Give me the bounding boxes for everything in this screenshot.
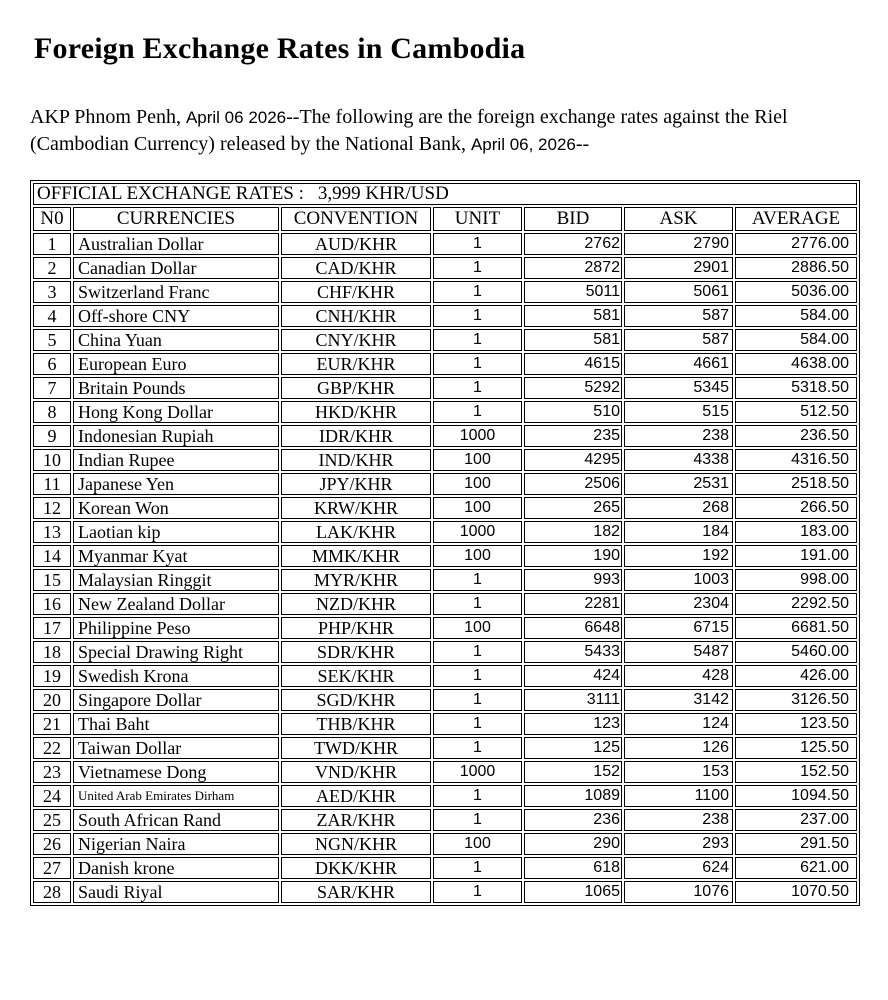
cell-unit: 1 xyxy=(433,233,522,255)
cell-average: 237.00 xyxy=(735,809,857,831)
cell-convention: SGD/KHR xyxy=(281,689,431,711)
cell-bid: 152 xyxy=(524,761,622,783)
cell-convention: PHP/KHR xyxy=(281,617,431,639)
cell-convention: DKK/KHR xyxy=(281,857,431,879)
table-row xyxy=(33,761,857,783)
intro-suffix: -- xyxy=(575,133,590,155)
cell-convention: AUD/KHR xyxy=(281,233,431,255)
official-rate-label: OFFICIAL EXCHANGE RATES : xyxy=(37,183,304,204)
cell-currency: Malaysian Ringgit xyxy=(73,569,279,591)
cell-convention: VND/KHR xyxy=(281,761,431,783)
official-rate-value: 3,999 KHR/USD xyxy=(317,183,449,204)
cell-currency: Nigerian Naira xyxy=(73,833,279,855)
cell-bid: 182 xyxy=(524,521,622,543)
cell-convention: EUR/KHR xyxy=(281,353,431,375)
cell-bid: 2281 xyxy=(524,593,622,615)
cell-no: 4 xyxy=(33,305,71,327)
cell-no: 3 xyxy=(33,281,71,303)
cell-no: 24 xyxy=(33,785,71,807)
table-row xyxy=(33,233,857,255)
cell-average: 2518.50 xyxy=(735,473,857,495)
cell-average: 236.50 xyxy=(735,425,857,447)
cell-no: 26 xyxy=(33,833,71,855)
cell-bid: 235 xyxy=(524,425,622,447)
cell-bid: 5292 xyxy=(524,377,622,399)
cell-currency: Off-shore CNY xyxy=(73,305,279,327)
cell-average: 3126.50 xyxy=(735,689,857,711)
cell-average: 5036.00 xyxy=(735,281,857,303)
table-row xyxy=(33,521,857,543)
cell-ask: 293 xyxy=(624,833,733,855)
cell-ask: 587 xyxy=(624,329,733,351)
cell-currency: Myanmar Kyat xyxy=(73,545,279,567)
cell-average: 1094.50 xyxy=(735,785,857,807)
cell-no: 20 xyxy=(33,689,71,711)
cell-average: 6681.50 xyxy=(735,617,857,639)
column-header-ask: ASK xyxy=(624,207,733,231)
cell-bid: 123 xyxy=(524,713,622,735)
cell-bid: 6648 xyxy=(524,617,622,639)
cell-ask: 2901 xyxy=(624,257,733,279)
cell-bid: 4295 xyxy=(524,449,622,471)
table-row xyxy=(33,809,857,831)
cell-average: 998.00 xyxy=(735,569,857,591)
cell-convention: CNY/KHR xyxy=(281,329,431,351)
cell-ask: 3142 xyxy=(624,689,733,711)
cell-convention: HKD/KHR xyxy=(281,401,431,423)
cell-unit: 1 xyxy=(433,329,522,351)
cell-convention: SEK/KHR xyxy=(281,665,431,687)
intro-date-2: April 06, 2026 xyxy=(470,135,576,154)
table-row xyxy=(33,257,857,279)
cell-unit: 1 xyxy=(433,785,522,807)
cell-average: 191.00 xyxy=(735,545,857,567)
cell-bid: 265 xyxy=(524,497,622,519)
cell-average: 426.00 xyxy=(735,665,857,687)
cell-average: 266.50 xyxy=(735,497,857,519)
cell-unit: 1 xyxy=(433,593,522,615)
cell-convention: NZD/KHR xyxy=(281,593,431,615)
cell-unit: 1 xyxy=(433,713,522,735)
cell-ask: 2531 xyxy=(624,473,733,495)
page-title: Foreign Exchange Rates in Cambodia xyxy=(34,32,526,65)
column-header-currencies: CURRENCIES xyxy=(73,207,279,231)
table-row xyxy=(33,689,857,711)
cell-ask: 5345 xyxy=(624,377,733,399)
table-row xyxy=(33,857,857,879)
cell-currency: New Zealand Dollar xyxy=(73,593,279,615)
table-row xyxy=(33,737,857,759)
cell-convention: ZAR/KHR xyxy=(281,809,431,831)
table-row xyxy=(33,641,857,663)
cell-unit: 1 xyxy=(433,689,522,711)
cell-no: 2 xyxy=(33,257,71,279)
cell-average: 5318.50 xyxy=(735,377,857,399)
column-header-convention: CONVENTION xyxy=(281,207,431,231)
cell-currency: Danish krone xyxy=(73,857,279,879)
cell-convention: KRW/KHR xyxy=(281,497,431,519)
cell-currency: European Euro xyxy=(73,353,279,375)
cell-ask: 5487 xyxy=(624,641,733,663)
cell-no: 11 xyxy=(33,473,71,495)
cell-average: 621.00 xyxy=(735,857,857,879)
cell-unit: 100 xyxy=(433,473,522,495)
cell-convention: CAD/KHR xyxy=(281,257,431,279)
cell-average: 123.50 xyxy=(735,713,857,735)
cell-ask: 153 xyxy=(624,761,733,783)
cell-no: 12 xyxy=(33,497,71,519)
cell-unit: 1 xyxy=(433,257,522,279)
cell-convention: JPY/KHR xyxy=(281,473,431,495)
cell-currency: Vietnamese Dong xyxy=(73,761,279,783)
cell-convention: AED/KHR xyxy=(281,785,431,807)
cell-ask: 268 xyxy=(624,497,733,519)
cell-convention: MYR/KHR xyxy=(281,569,431,591)
cell-ask: 4661 xyxy=(624,353,733,375)
cell-convention: IND/KHR xyxy=(281,449,431,471)
table-header-row xyxy=(33,207,857,231)
cell-average: 584.00 xyxy=(735,329,857,351)
cell-bid: 2872 xyxy=(524,257,622,279)
cell-no: 18 xyxy=(33,641,71,663)
cell-unit: 100 xyxy=(433,617,522,639)
cell-convention: GBP/KHR xyxy=(281,377,431,399)
cell-currency: Canadian Dollar xyxy=(73,257,279,279)
cell-convention: MMK/KHR xyxy=(281,545,431,567)
table-row xyxy=(33,593,857,615)
cell-no: 27 xyxy=(33,857,71,879)
cell-ask: 1003 xyxy=(624,569,733,591)
cell-convention: NGN/KHR xyxy=(281,833,431,855)
cell-ask: 238 xyxy=(624,809,733,831)
cell-convention: IDR/KHR xyxy=(281,425,431,447)
cell-average: 183.00 xyxy=(735,521,857,543)
cell-average: 291.50 xyxy=(735,833,857,855)
cell-unit: 1000 xyxy=(433,761,522,783)
column-header-bid: BID xyxy=(524,207,622,231)
cell-unit: 1 xyxy=(433,353,522,375)
cell-convention: SDR/KHR xyxy=(281,641,431,663)
table-row xyxy=(33,665,857,687)
table-row xyxy=(33,785,857,807)
cell-unit: 1 xyxy=(433,305,522,327)
table-row xyxy=(33,401,857,423)
cell-convention: CHF/KHR xyxy=(281,281,431,303)
cell-bid: 290 xyxy=(524,833,622,855)
cell-ask: 238 xyxy=(624,425,733,447)
table-row xyxy=(33,305,857,327)
cell-currency: Philippine Peso xyxy=(73,617,279,639)
cell-bid: 993 xyxy=(524,569,622,591)
cell-no: 22 xyxy=(33,737,71,759)
cell-unit: 1 xyxy=(433,809,522,831)
cell-bid: 125 xyxy=(524,737,622,759)
cell-ask: 184 xyxy=(624,521,733,543)
cell-average: 125.50 xyxy=(735,737,857,759)
cell-currency: Laotian kip xyxy=(73,521,279,543)
cell-currency: United Arab Emirates Dirham xyxy=(73,785,279,807)
exchange-rates-table xyxy=(30,180,860,906)
cell-currency: Indian Rupee xyxy=(73,449,279,471)
table-row xyxy=(33,473,857,495)
intro-middle: --The following are the foreign exchange rates against the Riel (Cambodian Currency) released by the National Bank, xyxy=(30,106,788,155)
cell-ask: 126 xyxy=(624,737,733,759)
table-row xyxy=(33,353,857,375)
cell-average: 2886.50 xyxy=(735,257,857,279)
cell-bid: 190 xyxy=(524,545,622,567)
cell-currency: Britain Pounds xyxy=(73,377,279,399)
cell-no: 8 xyxy=(33,401,71,423)
cell-unit: 100 xyxy=(433,545,522,567)
cell-ask: 2304 xyxy=(624,593,733,615)
cell-unit: 1000 xyxy=(433,521,522,543)
cell-bid: 1065 xyxy=(524,881,622,903)
table-row xyxy=(33,881,857,903)
cell-unit: 1 xyxy=(433,857,522,879)
cell-unit: 1 xyxy=(433,641,522,663)
table-row xyxy=(33,281,857,303)
cell-currency: Special Drawing Right xyxy=(73,641,279,663)
cell-currency: Switzerland Franc xyxy=(73,281,279,303)
cell-average: 512.50 xyxy=(735,401,857,423)
cell-bid: 5433 xyxy=(524,641,622,663)
cell-convention: THB/KHR xyxy=(281,713,431,735)
cell-currency: Japanese Yen xyxy=(73,473,279,495)
cell-average: 2292.50 xyxy=(735,593,857,615)
cell-bid: 3111 xyxy=(524,689,622,711)
table-row xyxy=(33,833,857,855)
cell-currency: China Yuan xyxy=(73,329,279,351)
cell-convention: CNH/KHR xyxy=(281,305,431,327)
cell-ask: 1076 xyxy=(624,881,733,903)
table-row xyxy=(33,377,857,399)
cell-unit: 100 xyxy=(433,833,522,855)
cell-bid: 5011 xyxy=(524,281,622,303)
cell-currency: Korean Won xyxy=(73,497,279,519)
table-row xyxy=(33,545,857,567)
cell-bid: 510 xyxy=(524,401,622,423)
table-row xyxy=(33,569,857,591)
cell-ask: 5061 xyxy=(624,281,733,303)
cell-average: 5460.00 xyxy=(735,641,857,663)
cell-currency: Hong Kong Dollar xyxy=(73,401,279,423)
cell-unit: 1 xyxy=(433,665,522,687)
cell-bid: 1089 xyxy=(524,785,622,807)
table-row xyxy=(33,617,857,639)
cell-unit: 100 xyxy=(433,449,522,471)
cell-currency: Singapore Dollar xyxy=(73,689,279,711)
cell-currency: Taiwan Dollar xyxy=(73,737,279,759)
official-rate-banner xyxy=(33,183,857,205)
cell-no: 7 xyxy=(33,377,71,399)
cell-currency: Indonesian Rupiah xyxy=(73,425,279,447)
cell-no: 16 xyxy=(33,593,71,615)
cell-bid: 4615 xyxy=(524,353,622,375)
cell-no: 23 xyxy=(33,761,71,783)
cell-ask: 2790 xyxy=(624,233,733,255)
cell-ask: 624 xyxy=(624,857,733,879)
cell-currency: Swedish Krona xyxy=(73,665,279,687)
cell-no: 15 xyxy=(33,569,71,591)
cell-unit: 1000 xyxy=(433,425,522,447)
cell-unit: 100 xyxy=(433,497,522,519)
cell-convention: LAK/KHR xyxy=(281,521,431,543)
cell-bid: 2762 xyxy=(524,233,622,255)
cell-currency: Australian Dollar xyxy=(73,233,279,255)
table-row xyxy=(33,449,857,471)
cell-bid: 424 xyxy=(524,665,622,687)
table-row xyxy=(33,497,857,519)
cell-unit: 1 xyxy=(433,881,522,903)
intro-paragraph xyxy=(30,104,858,158)
cell-unit: 1 xyxy=(433,377,522,399)
cell-bid: 618 xyxy=(524,857,622,879)
cell-ask: 1100 xyxy=(624,785,733,807)
cell-ask: 192 xyxy=(624,545,733,567)
cell-no: 17 xyxy=(33,617,71,639)
cell-bid: 581 xyxy=(524,329,622,351)
table-row xyxy=(33,425,857,447)
cell-currency: Saudi Riyal xyxy=(73,881,279,903)
cell-no: 19 xyxy=(33,665,71,687)
cell-no: 25 xyxy=(33,809,71,831)
cell-average: 4316.50 xyxy=(735,449,857,471)
cell-unit: 1 xyxy=(433,281,522,303)
table-row xyxy=(33,329,857,351)
table-row xyxy=(33,713,857,735)
cell-no: 28 xyxy=(33,881,71,903)
cell-unit: 1 xyxy=(433,737,522,759)
cell-average: 2776.00 xyxy=(735,233,857,255)
intro-date-1: April 06 2026 xyxy=(185,108,287,127)
cell-average: 152.50 xyxy=(735,761,857,783)
cell-no: 5 xyxy=(33,329,71,351)
cell-bid: 2506 xyxy=(524,473,622,495)
cell-convention: TWD/KHR xyxy=(281,737,431,759)
cell-ask: 428 xyxy=(624,665,733,687)
cell-no: 10 xyxy=(33,449,71,471)
cell-ask: 587 xyxy=(624,305,733,327)
cell-ask: 124 xyxy=(624,713,733,735)
cell-ask: 4338 xyxy=(624,449,733,471)
cell-unit: 1 xyxy=(433,569,522,591)
cell-convention: SAR/KHR xyxy=(281,881,431,903)
cell-average: 4638.00 xyxy=(735,353,857,375)
column-header-n0: N0 xyxy=(33,207,71,231)
cell-no: 14 xyxy=(33,545,71,567)
cell-average: 584.00 xyxy=(735,305,857,327)
cell-bid: 236 xyxy=(524,809,622,831)
cell-no: 9 xyxy=(33,425,71,447)
cell-no: 6 xyxy=(33,353,71,375)
cell-no: 21 xyxy=(33,713,71,735)
cell-no: 1 xyxy=(33,233,71,255)
cell-bid: 581 xyxy=(524,305,622,327)
cell-ask: 6715 xyxy=(624,617,733,639)
cell-unit: 1 xyxy=(433,401,522,423)
column-header-unit: UNIT xyxy=(433,207,522,231)
intro-prefix: AKP Phnom Penh, xyxy=(30,106,186,128)
column-header-average: AVERAGE xyxy=(735,207,857,231)
cell-ask: 515 xyxy=(624,401,733,423)
cell-currency: South African Rand xyxy=(73,809,279,831)
cell-average: 1070.50 xyxy=(735,881,857,903)
official-rate-row xyxy=(33,183,857,205)
cell-currency: Thai Baht xyxy=(73,713,279,735)
cell-no: 13 xyxy=(33,521,71,543)
